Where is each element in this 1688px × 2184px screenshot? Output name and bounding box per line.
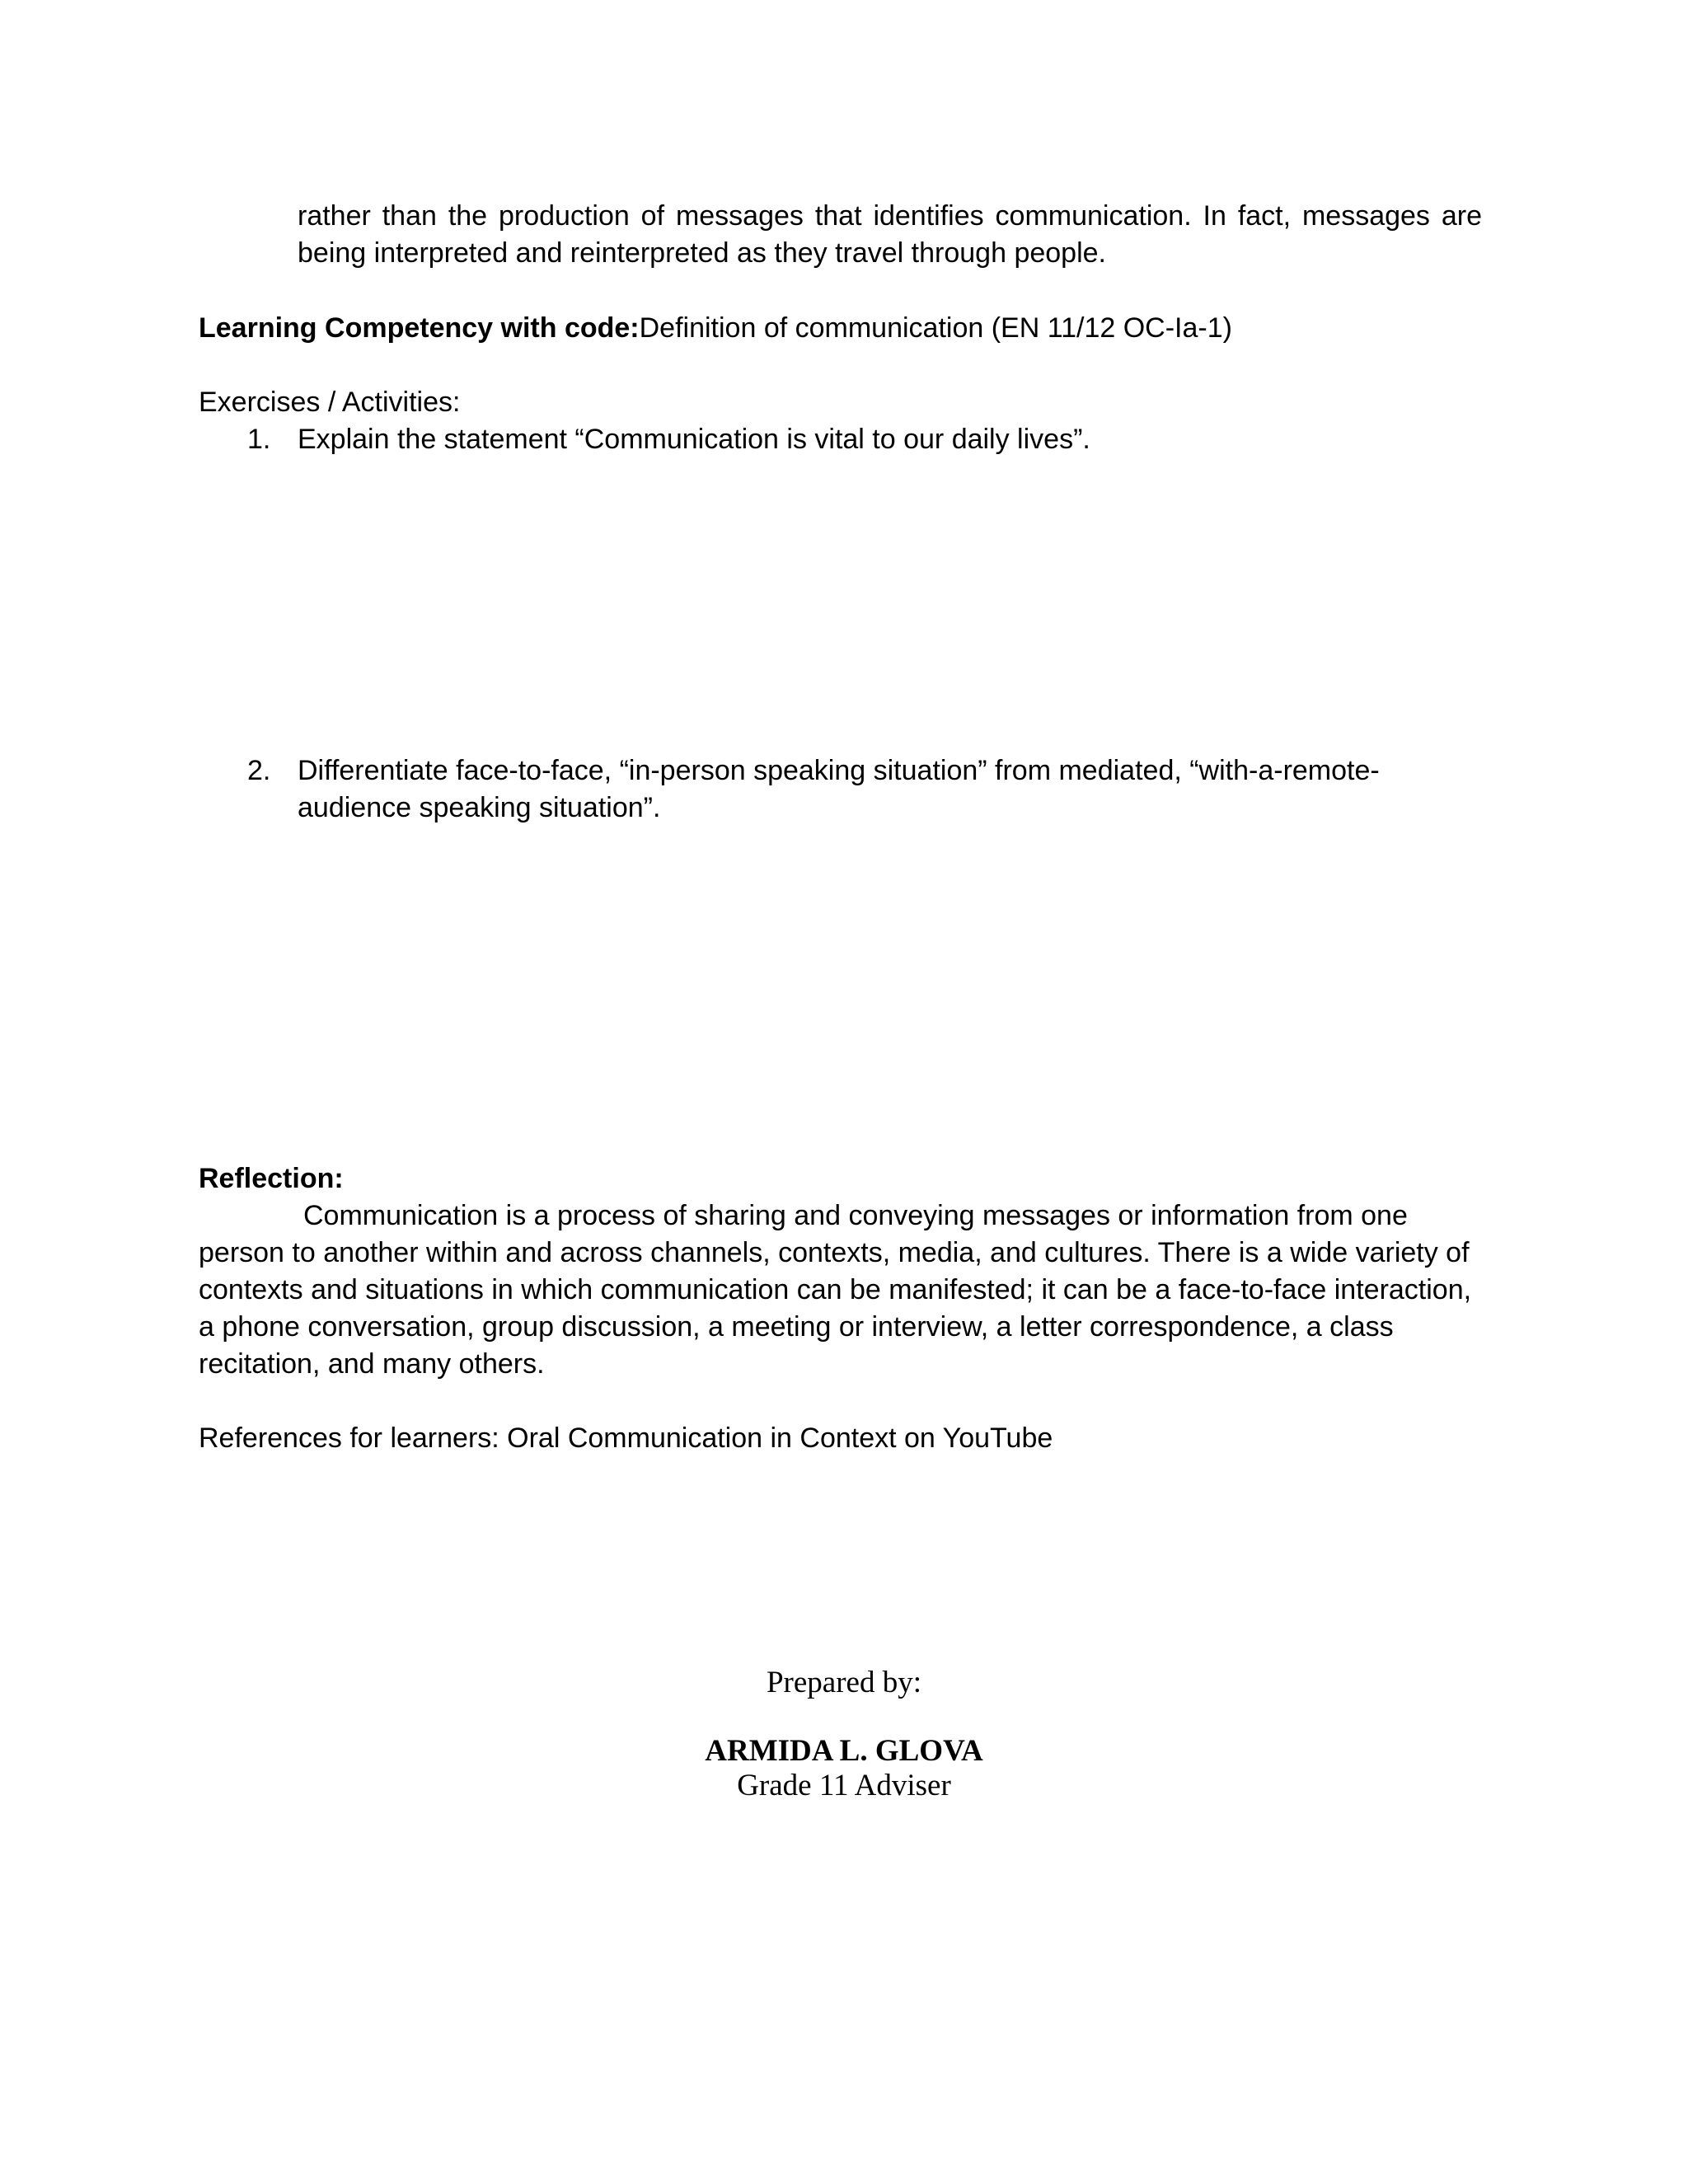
learning-competency [199, 310, 1517, 347]
exercise-number: 1. [247, 424, 271, 455]
reflection-paragraph: Communication is a process of sharing and conveying messages or information from one person to another within and across channels, contexts, media, and cultures. There is a wide variety of contexts and situations in which communication can be manifested; it can be a face-to-face interaction, a phone conversation, group discussion, a meeting or interview, a letter correspondence, a class recitation, and many others. [199, 1200, 1472, 1380]
signatory-name: ARMIDA L. GLOVA [705, 1734, 983, 1768]
exercise-text-line-2: audience speaking situation”. [298, 792, 661, 823]
intro-continuation-paragraph: rather than the production of messages that identifies communication. In fact, messages are being interpreted and reinterpreted as they travel through people. [298, 200, 1482, 269]
prepared-by-label: Prepared by: [766, 1666, 922, 1699]
exercise-text: Explain the statement “Communication is vital to our daily lives”. [298, 424, 1090, 455]
signatory-role: Grade 11 Adviser [737, 1769, 951, 1802]
exercise-number: 2. [247, 755, 271, 786]
competency-text: Definition of communication (EN 11/12 OC-Ia-1) [639, 312, 1232, 344]
references-line: References for learners: Oral Communication in Context on YouTube [199, 1422, 1053, 1454]
exercise-text-line-1: Differentiate face-to-face, “in-person speaking situation” from mediated, “with-a-remote- [298, 755, 1380, 786]
exercises-heading: Exercises / Activities: [199, 387, 461, 418]
reflection-heading: Reflection: [199, 1163, 344, 1194]
competency-label: Learning Competency with code: [199, 312, 640, 344]
